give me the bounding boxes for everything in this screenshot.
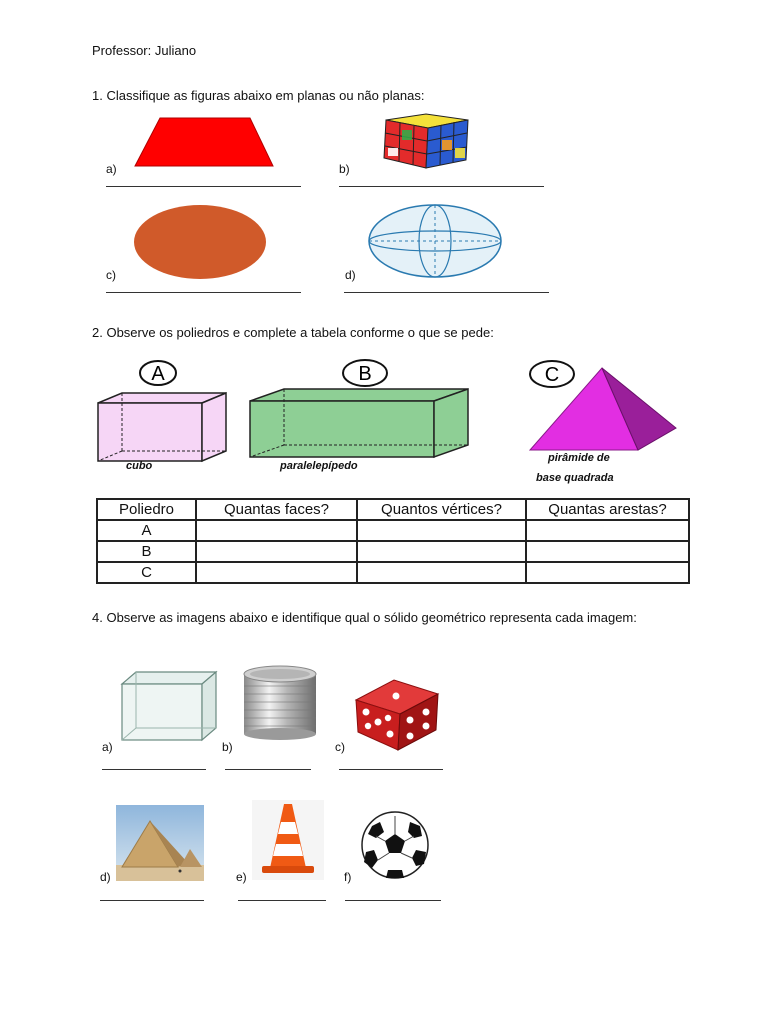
q4-answer-line-f[interactable] bbox=[345, 900, 441, 901]
table-cell: A bbox=[97, 520, 196, 541]
table-cell[interactable] bbox=[357, 562, 526, 583]
table-row bbox=[97, 541, 689, 562]
solid-c-name-line2: base quadrada bbox=[536, 472, 614, 484]
q4-answer-line-d[interactable] bbox=[100, 900, 204, 901]
table-header: Quantas faces? bbox=[196, 499, 357, 520]
soccer-ball-icon bbox=[358, 810, 432, 880]
q1-answer-line-d[interactable] bbox=[344, 292, 549, 293]
tin-can-icon bbox=[240, 664, 320, 742]
table-header: Quantos vértices? bbox=[357, 499, 526, 520]
q1-label-b: b) bbox=[339, 162, 350, 176]
q4-answer-line-e[interactable] bbox=[238, 900, 326, 901]
q4-label-c: c) bbox=[335, 740, 345, 754]
solid-b-letter: B bbox=[358, 363, 372, 385]
q1-label-d: d) bbox=[345, 268, 356, 282]
q4-label-b: b) bbox=[222, 740, 233, 754]
table-header: Quantas arestas? bbox=[526, 499, 689, 520]
solid-b-name: paralelepípedo bbox=[280, 460, 358, 472]
ellipsoid-icon bbox=[366, 202, 506, 282]
table-cell[interactable] bbox=[526, 562, 689, 583]
solid-c-letter: C bbox=[544, 364, 560, 386]
dice-icon bbox=[352, 676, 442, 752]
table-header: Poliedro bbox=[97, 499, 196, 520]
q4-label-d: d) bbox=[100, 870, 111, 884]
q4-label-e: e) bbox=[236, 870, 247, 884]
solid-c-name-line1: pirâmide de bbox=[548, 452, 610, 464]
question-2-prompt: 2. Observe os poliedros e complete a tabela conforme o que se pede: bbox=[92, 325, 494, 340]
ellipse-icon bbox=[132, 202, 270, 282]
q4-answer-line-c[interactable] bbox=[339, 769, 443, 770]
table-cell[interactable] bbox=[196, 562, 357, 583]
table-row bbox=[97, 562, 689, 583]
table-cell[interactable] bbox=[526, 520, 689, 541]
question-1-prompt: 1. Classifique as figuras abaixo em planas ou não planas: bbox=[92, 88, 425, 103]
professor-name: Professor: Juliano bbox=[92, 43, 197, 58]
table-cell[interactable] bbox=[526, 541, 689, 562]
q4-label-a: a) bbox=[102, 740, 113, 754]
cube-icon bbox=[92, 355, 232, 475]
solid-a-letter: A bbox=[151, 363, 165, 385]
table-cell: B bbox=[97, 541, 196, 562]
table-header-row bbox=[97, 499, 689, 520]
table-cell[interactable] bbox=[357, 541, 526, 562]
rubiks-cube-icon bbox=[376, 110, 472, 170]
q4-answer-line-a[interactable] bbox=[102, 769, 206, 770]
solid-a-name: cubo bbox=[126, 460, 153, 472]
trapezoid-icon bbox=[130, 110, 280, 170]
pyramid-icon bbox=[520, 358, 680, 458]
q1-answer-line-c[interactable] bbox=[106, 292, 301, 293]
table-cell[interactable] bbox=[196, 520, 357, 541]
table-cell: C bbox=[97, 562, 196, 583]
q1-answer-line-b[interactable] bbox=[339, 186, 544, 187]
table-cell[interactable] bbox=[196, 541, 357, 562]
q1-label-c: c) bbox=[106, 268, 116, 282]
q4-label-f: f) bbox=[344, 870, 352, 884]
glass-aquarium-icon bbox=[118, 668, 220, 744]
q4-answer-line-b[interactable] bbox=[225, 769, 311, 770]
traffic-cone-icon bbox=[252, 800, 324, 880]
question-4-prompt: 4. Observe as imagens abaixo e identifique qual o sólido geométrico representa cada imagem: bbox=[92, 610, 637, 625]
pyramid-photo-icon bbox=[116, 805, 204, 881]
q1-label-a: a) bbox=[106, 162, 117, 176]
table-row bbox=[97, 520, 689, 541]
q1-answer-line-a[interactable] bbox=[106, 186, 301, 187]
parallelepiped-icon bbox=[244, 355, 474, 470]
polyhedra-table bbox=[96, 498, 690, 584]
table-cell[interactable] bbox=[357, 520, 526, 541]
